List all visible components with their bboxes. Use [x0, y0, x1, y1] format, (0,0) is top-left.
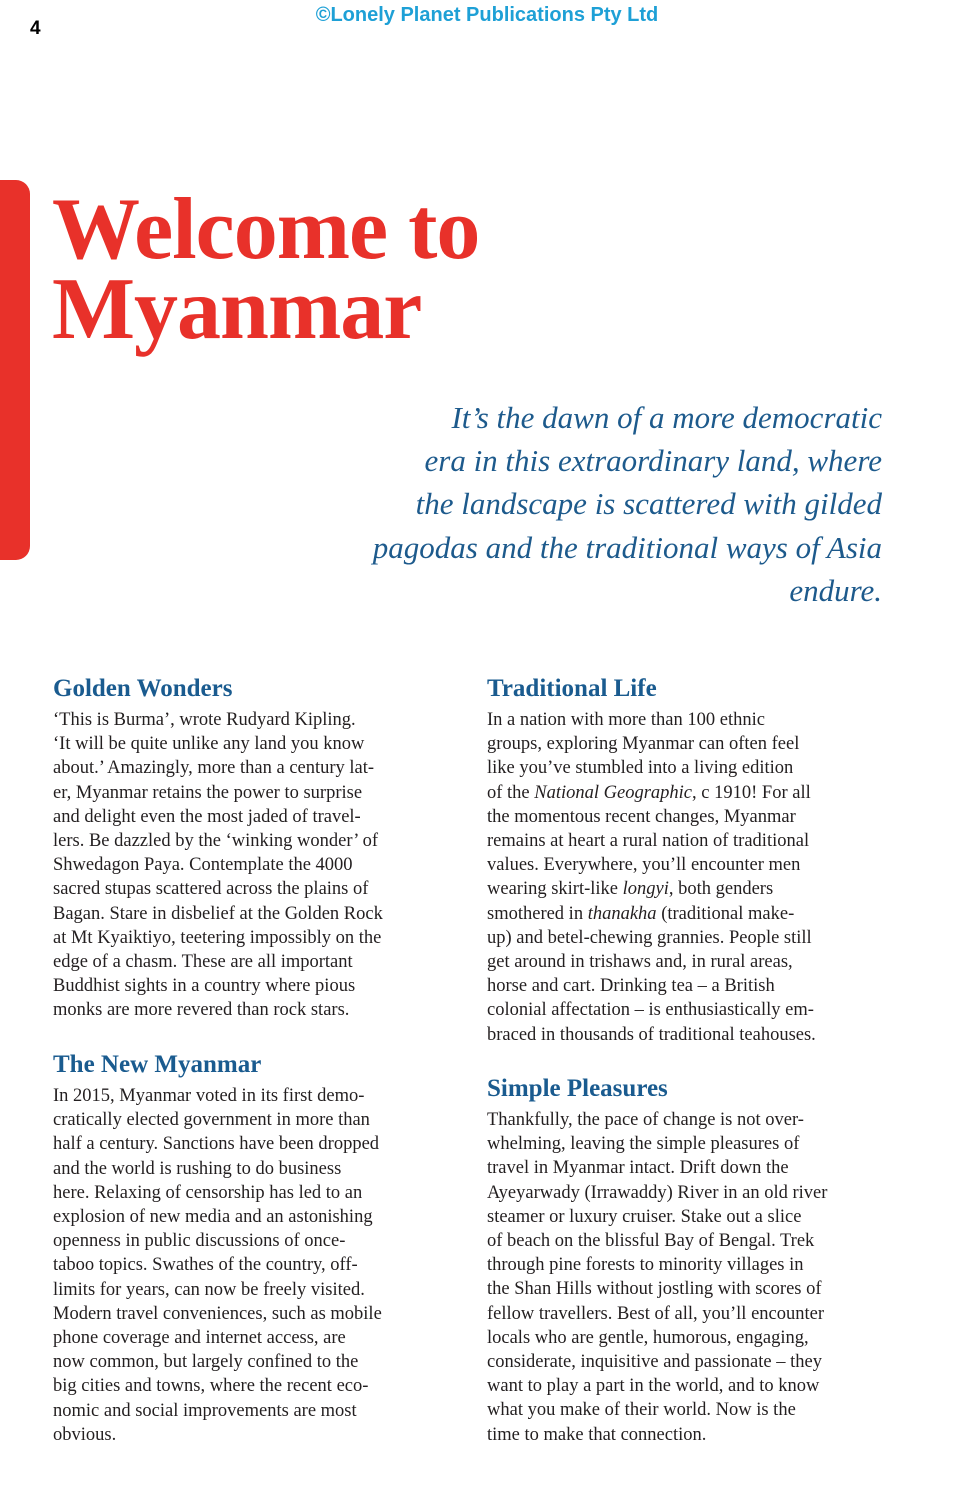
body-line: phone coverage and internet access, are [53, 1328, 346, 1349]
section-simple-pleasures [487, 1074, 907, 1447]
body-line: colonial affectation – is enthusiastically em- [487, 1000, 814, 1021]
text-run: smothered in [487, 903, 588, 924]
body-line: edge of a chasm. These are all important [53, 952, 353, 973]
section-traditional-life [487, 674, 907, 1047]
section-body [53, 1084, 473, 1447]
intro-quote [182, 396, 882, 612]
body-line: time to make that connection. [487, 1424, 707, 1445]
body-line: Bagan. Stare in disbelief at the Golden Rock [53, 903, 383, 924]
body-line: like you’ve stumbled into a living edition [487, 758, 794, 779]
section-body [487, 1108, 907, 1447]
body-line: Modern travel conveniences, such as mobile [53, 1303, 382, 1324]
body-line: what you make of their world. Now is the [487, 1400, 796, 1421]
body-line [487, 781, 907, 805]
quote-line: the landscape is scattered with gilded [415, 486, 882, 522]
body-line: about.’ Amazingly, more than a century lat- [53, 758, 375, 779]
italic-term: National Geographic [534, 782, 693, 803]
body-line: half a century. Sanctions have been dropped [53, 1134, 380, 1155]
page-title [52, 181, 480, 358]
body-line: the momentous recent changes, Myanmar [487, 806, 796, 827]
body-line: limits for years, can now be freely visited. [53, 1279, 365, 1300]
body-line: get around in trishaws and, in rural areas, [487, 952, 793, 973]
body-line: monks are more revered than rock stars. [53, 1000, 350, 1021]
body-line: cratically elected government in more than [53, 1110, 370, 1131]
body-line: lers. Be dazzled by the ‘winking wonder’ of [53, 831, 379, 852]
body-line: considerate, inquisitive and passionate – they [487, 1352, 822, 1373]
body-line: ‘This is Burma’, wrote Rudyard Kipling. [53, 710, 356, 730]
italic-term: longyi [622, 879, 669, 900]
title-line: Myanmar [52, 261, 422, 358]
section-the-new-myanmar [53, 1050, 473, 1447]
section-golden-wonders [53, 674, 473, 1023]
section-body [53, 708, 473, 1023]
body-line: remains at heart a rural nation of traditional [487, 831, 810, 852]
section-heading: Golden Wonders [53, 675, 233, 702]
body-line: Shwedagon Paya. Contemplate the 4000 [53, 855, 353, 876]
quote-line: era in this extraordinary land, where [424, 443, 882, 479]
section-heading: Simple Pleasures [487, 1075, 668, 1102]
section-body [487, 708, 907, 1047]
body-line: want to play a part in the world, and to know [487, 1376, 820, 1397]
quote-line: pagodas and the traditional ways of Asia [372, 529, 882, 565]
chapter-color-tab [0, 180, 30, 560]
body-line: big cities and towns, where the recent eco- [53, 1376, 369, 1397]
body-line: steamer or luxury cruiser. Stake out a slice [487, 1206, 802, 1227]
body-line: Thankfully, the pace of change is not over- [487, 1110, 804, 1130]
body-line: of beach on the blissful Bay of Bengal. Trek [487, 1231, 815, 1252]
body-line: fellow travellers. Best of all, you’ll encounter [487, 1303, 825, 1324]
body-line: Buddhist sights in a country where pious [53, 976, 356, 997]
body-line: values. Everywhere, you’ll encounter men [487, 855, 801, 876]
body-line: nomic and social improvements are most [53, 1400, 357, 1421]
body-line: openness in public discussions of once- [53, 1231, 346, 1252]
section-heading: Traditional Life [487, 675, 657, 702]
text-run: of the [487, 782, 535, 803]
body-line: Ayeyarwady (Irrawaddy) River in an old river [487, 1182, 828, 1203]
text-run: , both genders [668, 879, 774, 900]
body-line: whelming, leaving the simple pleasures of [487, 1134, 800, 1155]
body-line: the Shan Hills without jostling with scores of [487, 1279, 822, 1300]
body-line: travel in Myanmar intact. Drift down the [487, 1158, 789, 1179]
body-line: up) and betel-chewing grannies. People still [487, 927, 812, 948]
quote-line: endure. [789, 572, 882, 608]
body-line [487, 877, 907, 901]
body-line: sacred stupas scattered across the plains of [53, 879, 369, 900]
body-line: horse and cart. Drinking tea – a British [487, 976, 775, 997]
text-run: (traditional make- [656, 903, 795, 924]
body-line: and delight even the most jaded of travel- [53, 806, 361, 827]
body-line: taboo topics. Swathes of the country, off- [53, 1255, 358, 1276]
page-number: 4 [30, 18, 41, 39]
body-line: at Mt Kyaiktiyo, teetering impossibly on the [53, 927, 382, 948]
italic-term: thanakha [587, 903, 657, 924]
body-line [487, 902, 907, 926]
body-line: In 2015, Myanmar voted in its first demo- [53, 1086, 365, 1106]
body-line: obvious. [53, 1424, 117, 1445]
body-line: and the world is rushing to do business [53, 1158, 342, 1179]
quote-line: It’s the dawn of a more democratic [451, 400, 882, 435]
body-line: locals who are gentle, humorous, engaging, [487, 1327, 809, 1348]
body-line: In a nation with more than 100 ethnic [487, 710, 765, 730]
text-run: wearing skirt-like [487, 879, 623, 900]
text-run: , c 1910! For all [692, 782, 811, 803]
copyright-notice: ©Lonely Planet Publications Pty Ltd [315, 4, 659, 26]
body-line: through pine forests to minority villages in [487, 1255, 804, 1276]
body-line: groups, exploring Myanmar can often feel [487, 734, 800, 755]
title-line: Welcome to [52, 181, 480, 278]
body-line: here. Relaxing of censorship has led to an [53, 1182, 363, 1203]
body-line: er, Myanmar retains the power to surprise [53, 782, 363, 803]
body-line: ‘It will be quite unlike any land you know [53, 734, 365, 755]
body-line: explosion of new media and an astonishing [53, 1207, 373, 1228]
body-line: now common, but largely confined to the [53, 1352, 359, 1373]
body-line: braced in thousands of traditional teahouses. [487, 1024, 816, 1045]
section-heading: The New Myanmar [53, 1051, 262, 1078]
